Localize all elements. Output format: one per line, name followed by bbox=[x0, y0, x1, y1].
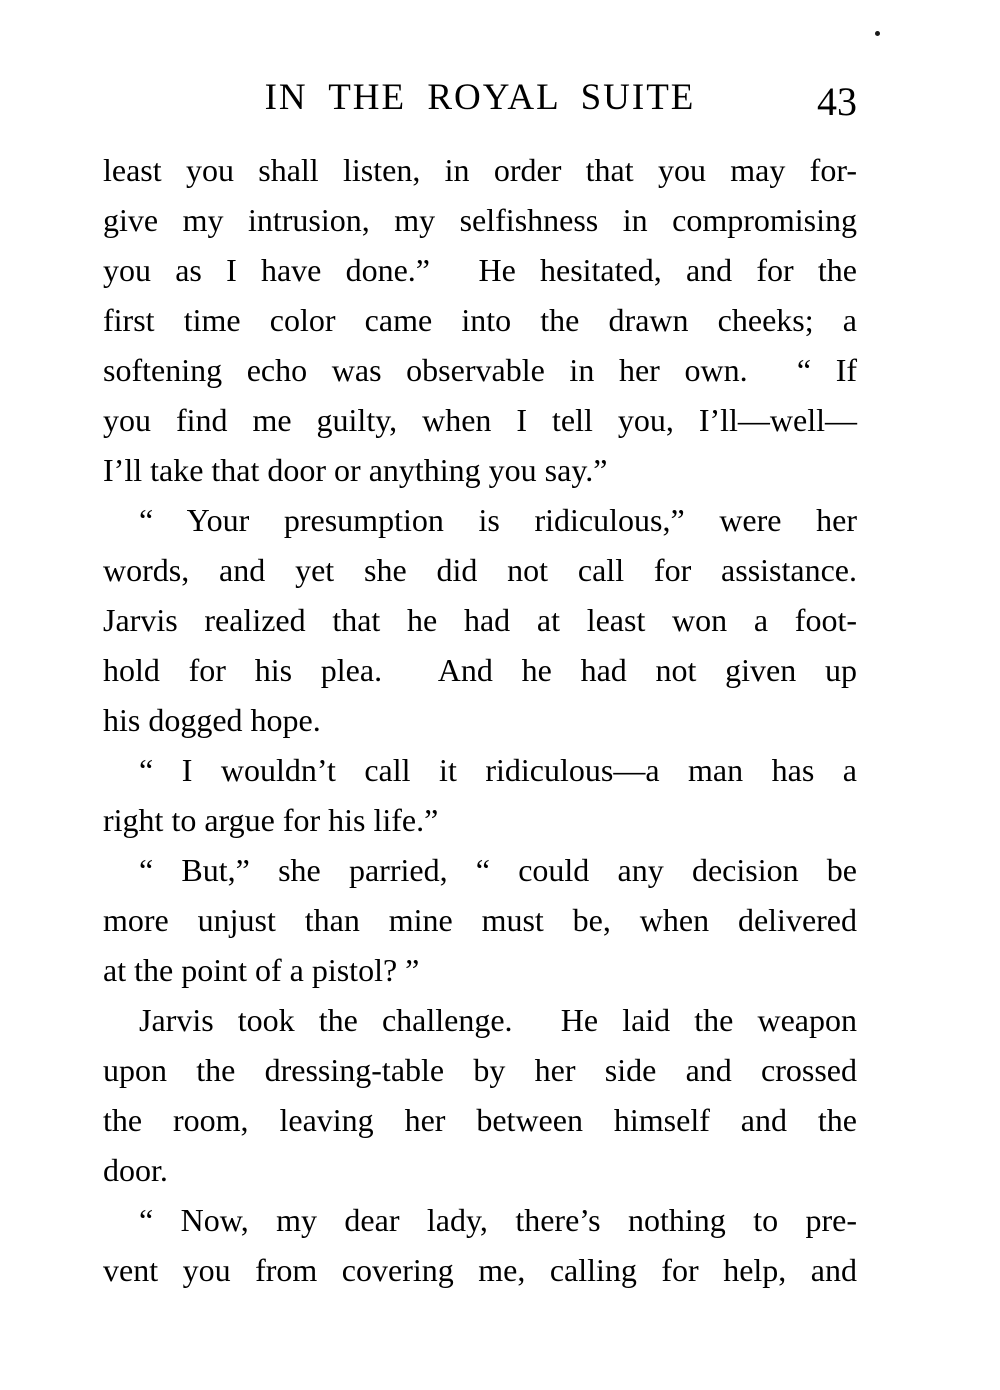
chapter-title: IN THE ROYAL SUITE bbox=[264, 77, 696, 118]
text-line: upon the dressing-table by her side and crossed bbox=[103, 1052, 857, 1088]
text-line: you find me guilty, when I tell you, I’ll—well— bbox=[103, 402, 857, 438]
text-line: first time color came into the drawn cheeks; a bbox=[103, 302, 857, 338]
text-line: at the point of a pistol? ” bbox=[103, 952, 420, 988]
print-speck-dot bbox=[875, 31, 880, 36]
text-line: door. bbox=[103, 1152, 168, 1188]
text-line: you as I have done.” He hesitated, and for the bbox=[103, 252, 857, 288]
text-line: “ Now, my dear lady, there’s nothing to pre- bbox=[139, 1202, 857, 1238]
text-line: least you shall listen, in order that you may for- bbox=[103, 152, 857, 188]
text-line: his dogged hope. bbox=[103, 702, 321, 738]
text-line: “ But,” she parried, “ could any decision be bbox=[139, 852, 857, 888]
text-line: more unjust than mine must be, when delivered bbox=[103, 902, 857, 938]
text-line: “ I wouldn’t call it ridiculous—a man has a bbox=[139, 752, 857, 788]
text-line: words, and yet she did not call for assistance. bbox=[103, 552, 857, 588]
text-line: give my intrusion, my selfishness in compromising bbox=[103, 202, 857, 238]
text-line: I’ll take that door or anything you say.” bbox=[103, 452, 608, 488]
text-line: Jarvis took the challenge. He laid the weapon bbox=[139, 1002, 857, 1038]
text-line: “ Your presumption is ridiculous,” were her bbox=[139, 502, 857, 538]
page-text bbox=[103, 145, 857, 1295]
text-line: vent you from covering me, calling for help, and bbox=[103, 1252, 857, 1288]
text-line: Jarvis realized that he had at least won a foot- bbox=[103, 602, 857, 638]
page-number: 43 bbox=[817, 79, 857, 124]
text-line: right to argue for his life.” bbox=[103, 802, 439, 838]
text-line: softening echo was observable in her own. “ If bbox=[103, 352, 857, 388]
running-header bbox=[103, 76, 857, 132]
text-line: the room, leaving her between himself and the bbox=[103, 1102, 857, 1138]
text-line: hold for his plea. And he had not given up bbox=[103, 652, 857, 688]
